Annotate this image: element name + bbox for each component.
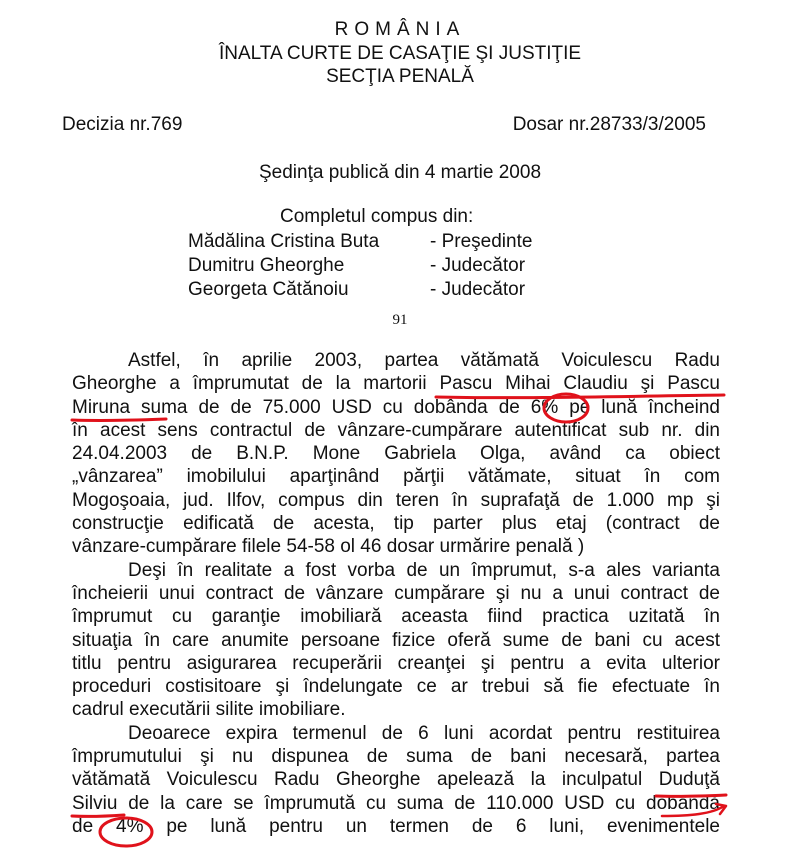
panel-member-name: Dumitru Gheorghe	[188, 255, 345, 276]
text-line: 24.04.2003 de B.N.P. Mone Gabriela Olga, având ca obiect	[72, 443, 720, 465]
text-line: „vânzarea” imobilului aparţinând părţii vătămate, situat în com	[72, 466, 720, 488]
text-line: Deşi în realitate a fost vorba de un împrumut, s-a ales varianta	[128, 559, 720, 581]
page-number: 91	[392, 312, 408, 328]
text-line: cadrul executării silite imobiliare.	[72, 699, 346, 721]
panel-member-name: Georgeta Cătănoiu	[188, 279, 349, 300]
text-line: proceduri costisitoare şi îndelungate ce ar trebui să fie efectuate în	[72, 676, 720, 698]
header-section: SECŢIA PENALĂ	[326, 66, 474, 87]
text-line: în acest sens contractul de vânzare-cumpărare autentificat sub nr. din	[72, 419, 720, 441]
text-line: vânzare-cumpărare filele 54-58 ol 46 dosar urmărire penală )	[72, 536, 585, 558]
text-line: Silviu de la care se împrumută cu suma de 110.000 USD cu dobândă	[72, 792, 720, 814]
text-line: situaţia în care anumite persoane fizice oferă sume de bani cu acest	[72, 629, 720, 651]
text-line: Gheorghe a împrumutat de la martorii Pascu Mihai Claudiu şi Pascu	[72, 373, 720, 395]
panel-member-role: - Preşedinte	[430, 231, 533, 252]
file-number: Dosar nr.28733/3/2005	[512, 114, 706, 135]
panel-member-role: - Judecător	[430, 255, 526, 276]
text-line: vătămată Voiculescu Radu Gheorghe apelează la inculpatul Duduţă	[72, 769, 720, 791]
session-date: Şedinţa publică din 4 martie 2008	[258, 162, 542, 183]
panel-title: Completul compus din:	[280, 206, 474, 227]
text-line: împrumutului şi nu dispunea de suma de bani necesară, partea	[72, 746, 720, 768]
text-line: Deoarece expira termenul de 6 luni acordat pentru restituirea	[128, 722, 720, 744]
text-line: de 4% pe lună pentru un termen de 6 luni, evenimentele	[72, 815, 720, 837]
text-line: construcţie edificată de acesta, tip parter plus etaj (contract de	[72, 513, 720, 535]
header-country: ROMÂNIA	[334, 19, 466, 40]
panel-member-name: Mădălina Cristina Buta	[188, 231, 380, 252]
panel-member-role: - Judecător	[430, 279, 526, 300]
decision-number: Decizia nr.769	[62, 114, 183, 135]
text-line: împrumut cu garanţie imobiliară aceasta fiind practica uzitată în	[72, 606, 720, 628]
body-text	[72, 349, 720, 838]
header-court: ÎNALTA CURTE DE CASAŢIE ŞI JUSTIŢIE	[218, 43, 582, 64]
text-line: Astfel, în aprilie 2003, partea vătămată Voiculescu Radu	[128, 350, 720, 371]
text-line: Mogoşoaia, jud. Ilfov, compus din teren în suprafaţă de 1.000 mp şi	[72, 489, 720, 511]
text-line: încheierii unui contract de vânzare cumpărare şi nu a unui contract de	[72, 582, 720, 604]
text-line: titlu pentru asigurarea recuperării creanţei şi pentru a evita ulterior	[72, 652, 720, 674]
text-line: Miruna suma de de 75.000 USD cu dobânda de 6% pe lună încheind	[72, 396, 720, 418]
